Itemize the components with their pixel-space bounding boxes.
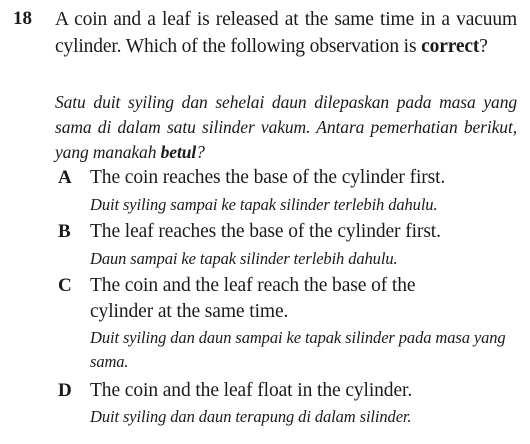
- stem-en-emphasis: correct: [421, 36, 480, 57]
- option-text-english: The coin and the leaf reach the base of the cylinder at the same time.: [90, 275, 416, 322]
- stem-en-text: A coin and a leaf is released at the same time in a vacuum cylinder. Which of the following observation is: [55, 9, 517, 57]
- option-text-malay: Duit syiling sampai ke tapak silinder terlebih dahulu.: [90, 195, 438, 214]
- option-text-malay: Daun sampai ke tapak silinder terlebih dahulu.: [90, 249, 398, 268]
- option-text-english: The coin reaches the base of the cylinder first.: [90, 167, 446, 188]
- option-text-english: The leaf reaches the base of the cylinder first.: [90, 221, 441, 242]
- option-letter: B: [58, 221, 71, 242]
- option-text-malay: Duit syiling dan daun sampai ke tapak silinder pada masa yang sama.: [90, 328, 506, 371]
- option-letter: C: [58, 275, 72, 296]
- stem-ms-punctuation: ?: [196, 142, 205, 162]
- question-stem-malay: [55, 90, 517, 165]
- stem-ms-emphasis: betul: [160, 142, 197, 162]
- question-stem-english: [55, 6, 517, 60]
- option-letter: D: [58, 380, 72, 401]
- option-text-english: The coin and the leaf float in the cylinder.: [90, 380, 413, 401]
- option-text-malay: Duit syiling dan daun terapung di dalam silinder.: [90, 407, 412, 426]
- question-number: 18: [13, 8, 32, 29]
- stem-ms-text: Satu duit syiling dan sehelai daun dilepaskan pada masa yang sama di dalam satu silinder vakum. Antara pemerhatian berikut, yang manakah: [55, 92, 517, 162]
- option-letter: A: [58, 167, 72, 188]
- stem-en-punctuation: ?: [479, 36, 488, 57]
